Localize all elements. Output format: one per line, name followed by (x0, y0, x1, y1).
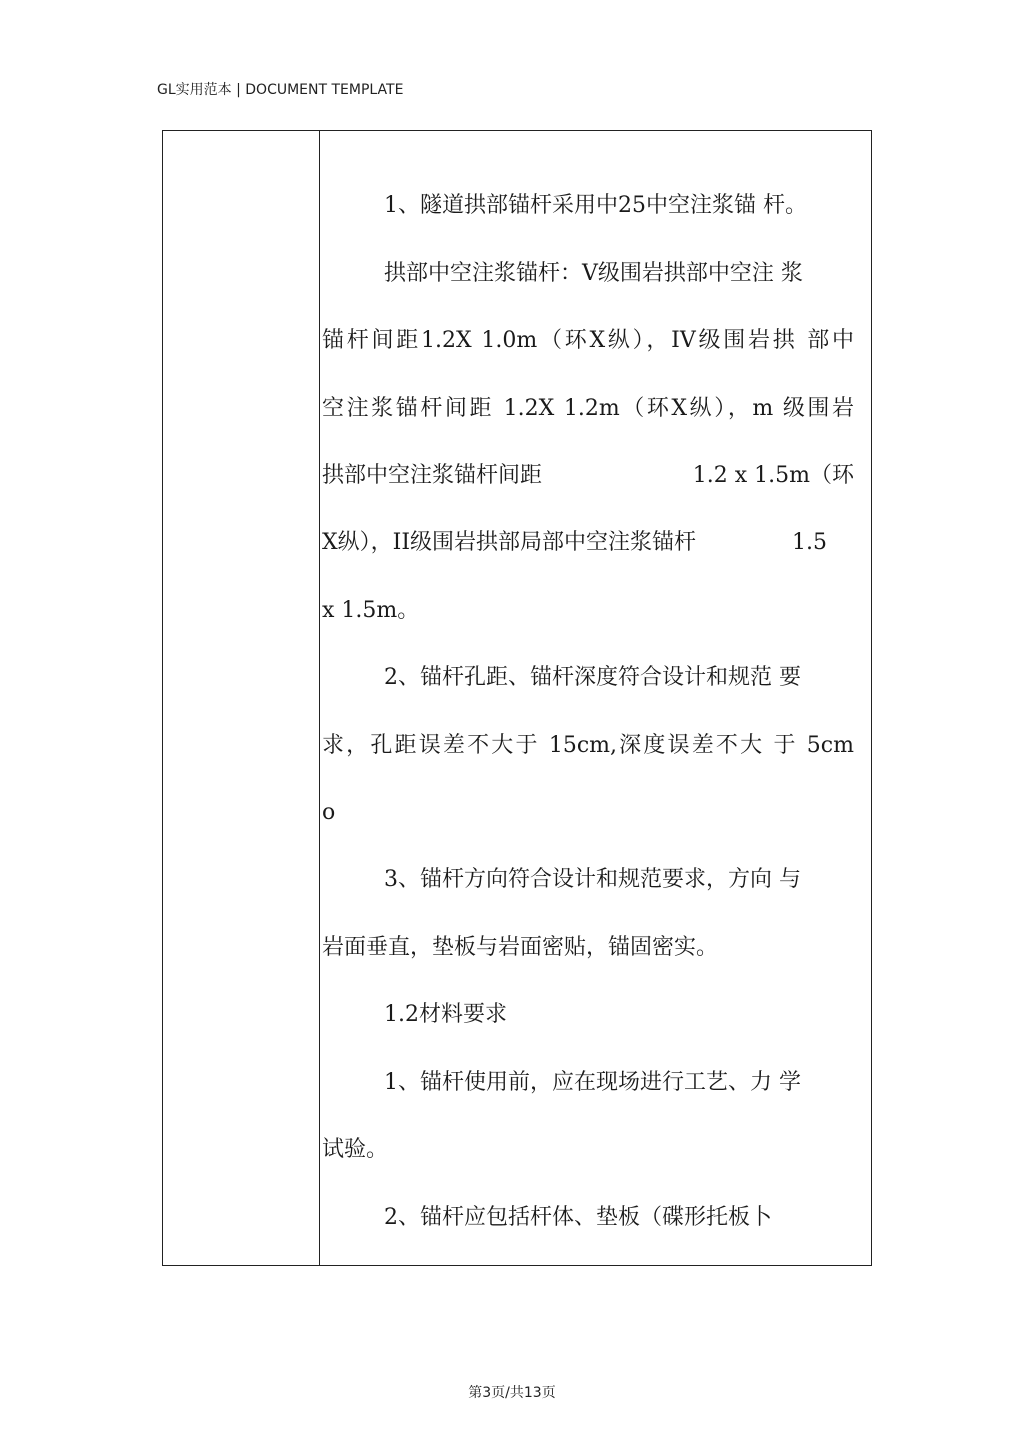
body-line-12: 岩面垂直，垫板与岩面密贴，锚固密实。 (322, 935, 719, 960)
table-label-cell (163, 131, 320, 1265)
body-line-6a: X纵），II级围岩拱部局部中空注浆锚杆 (322, 530, 697, 555)
body-line-14: 试验。 (322, 1137, 389, 1162)
section-heading: 1.2材料要求 (384, 1002, 507, 1027)
body-line-1: 1、隧道拱部锚杆采用中25中空注浆锚 杆。 (384, 193, 807, 218)
body-line-5b: 1.2 x 1.5m（环 (692, 463, 854, 488)
body-line-13: 1、锚杆使用前，应在现场进行工艺、力 学 (384, 1070, 801, 1095)
content-table (162, 130, 872, 1266)
document-header: GL实用范本 | DOCUMENT TEMPLATE (157, 82, 404, 98)
body-line-7: x 1.5m。 (322, 598, 420, 623)
body-line-9: 求，孔距误差不大于 15cm,深度误差不大 于 5cm (322, 733, 854, 758)
body-line-8: 2、锚杆孔距、锚杆深度符合设计和规范 要 (384, 665, 801, 690)
body-line-15: 2、锚杆应包括杆体、垫板（碟形托板卜 (384, 1205, 772, 1230)
body-line-3: 锚杆间距1.2X 1.0m（环X纵），IV级围岩拱 部中 (322, 328, 854, 353)
body-line-5a: 拱部中空注浆锚杆间距 (322, 463, 543, 488)
body-line-6b: 1.5 (792, 530, 827, 555)
body-line-10: o (322, 800, 336, 825)
body-line-4: 空注浆锚杆间距 1.2X 1.2m（环X纵），m 级围岩 (322, 396, 854, 421)
body-line-2: 拱部中空注浆锚杆：V级围岩拱部中空注 浆 (384, 261, 803, 286)
body-line-11: 3、锚杆方向符合设计和规范要求，方向 与 (384, 867, 801, 892)
page-number: 第3页/共13页 (468, 1385, 556, 1401)
table-content-cell (322, 131, 871, 1265)
